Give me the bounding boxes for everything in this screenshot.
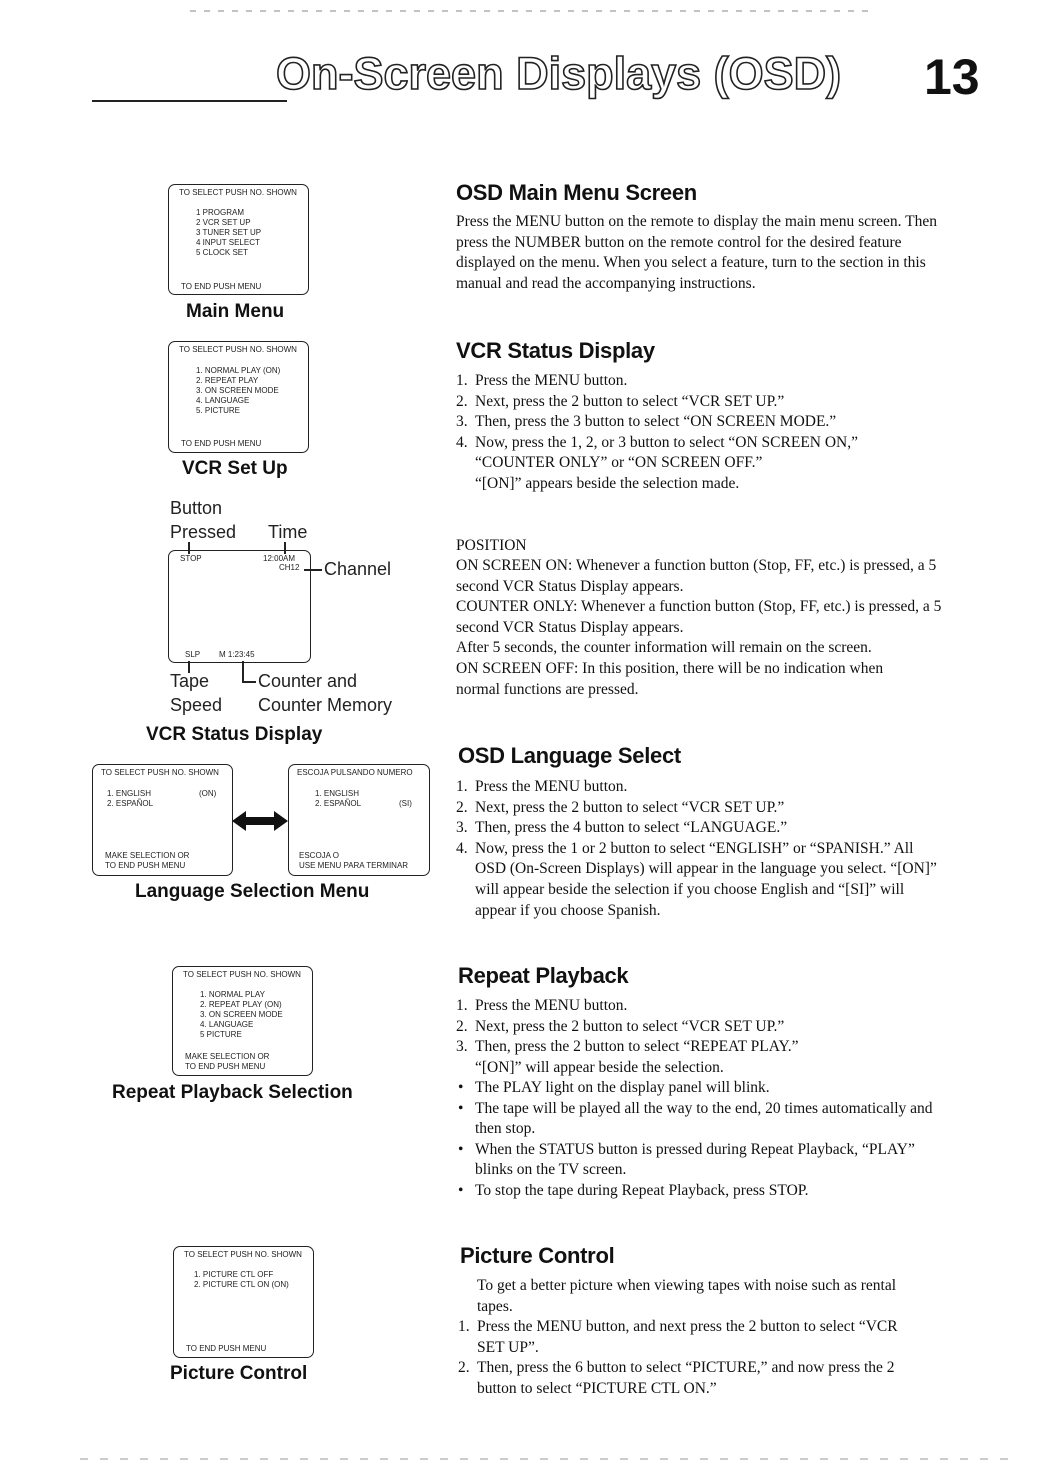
- list-item: 1. ENGLISH: [107, 789, 152, 798]
- list-item: 2. ESPAÑOL: [315, 799, 362, 808]
- label-tape: Tape: [170, 671, 210, 691]
- label-button: Button: [170, 498, 223, 518]
- repeat-caption: Repeat Playback Selection: [112, 1082, 353, 1103]
- pointer-line: [242, 661, 244, 682]
- list-item: 1. PICTURE CTL OFF: [194, 1270, 274, 1279]
- list-item: 3. Then, press the 4 button to select “LANGUAGE.”: [456, 819, 788, 837]
- page-title: On-Screen Displays (OSD): [276, 48, 842, 99]
- osd-language-steps: [456, 777, 951, 921]
- scan-artifact-bottom: [80, 1458, 1020, 1460]
- vcr-status-screen: [168, 550, 311, 663]
- list-item: 3 TUNER SET UP: [196, 228, 262, 237]
- screen-top-line: TO SELECT PUSH NO. SHOWN: [183, 970, 301, 979]
- status-button-pressed: STOP: [180, 554, 202, 563]
- screen-bottom-line: TO END PUSH MENU: [181, 282, 262, 291]
- screen-bottom-line: ESCOJA O: [299, 851, 340, 860]
- picture-control-screen: [173, 1246, 314, 1358]
- paragraph: ON SCREEN ON: Whenever a function button (Stop, FF, etc.) is pressed, a 5 second VCR Status Display appears.: [456, 557, 937, 595]
- pointer-line: [304, 569, 322, 571]
- list-item: 5 CLOCK SET: [196, 248, 249, 257]
- selected-marker: (ON): [199, 789, 217, 798]
- repeat-playback-screen: [172, 966, 313, 1076]
- main-menu-caption: Main Menu: [186, 301, 285, 322]
- list-item: • To stop the tape during Repeat Playback, press STOP.: [456, 1181, 951, 1202]
- list-item: 1. NORMAL PLAY: [200, 990, 265, 999]
- vcr-setup-screen: [168, 341, 309, 453]
- language-english-screen: [92, 764, 233, 876]
- list-item: 2. Next, press the 2 button to select “VCR SET UP.”: [456, 392, 785, 410]
- list-item: 1. Press the MENU button.: [456, 372, 628, 389]
- vcr-status-caption: VCR Status Display: [146, 724, 323, 745]
- screen-bottom-line: TO END PUSH MENU: [181, 439, 262, 448]
- screen-bottom-line: TO END PUSH MENU: [185, 1062, 266, 1071]
- main-menu-screen: [168, 184, 309, 295]
- list-item: 2. REPEAT PLAY: [196, 376, 259, 385]
- picture-intro: To get a better picture when viewing tapes with noise such as rental tapes.: [477, 1277, 897, 1315]
- list-item: 2 VCR SET UP: [196, 218, 251, 227]
- list-item: 4. LANGUAGE: [196, 396, 250, 405]
- menu-list: [196, 208, 261, 258]
- vcr-status-steps: [456, 371, 926, 474]
- pointer-line: [242, 681, 256, 683]
- list-item: 2. Next, press the 2 button to select “VCR SET UP.”: [456, 798, 785, 816]
- vcr-status-note: “[ON]” appears beside the selection made.: [475, 475, 740, 492]
- status-tape-speed: SLP: [185, 650, 201, 659]
- screen-bottom-line: MAKE SELECTION OR: [105, 851, 190, 860]
- list-item: 4. Now, press the 1 or 2 button to select “ENGLISH” or “SPANISH.” All OSD (On-Screen Displays) will appear in the language you select. “[ON]” will appear beside the selection if you choose English and “[SI]” will appear if you choose Spanish.: [456, 839, 937, 919]
- screen-top-line: ESCOJA PULSANDO NUMERO: [297, 768, 413, 777]
- language-spanish-screen: [288, 764, 430, 876]
- list-item: 1. Press the MENU button.: [456, 997, 628, 1014]
- label-channel: Channel: [324, 559, 392, 579]
- repeat-heading: Repeat Playback: [458, 963, 629, 988]
- list-item: 3. ON SCREEN MODE: [200, 1010, 283, 1019]
- list-item: 2. PICTURE CTL ON (ON): [194, 1280, 289, 1289]
- label-counter: Counter and: [258, 671, 358, 691]
- repeat-bullets: [456, 1078, 951, 1202]
- list-item: 1. ENGLISH: [315, 789, 360, 798]
- list-item: 5 PICTURE: [200, 1030, 242, 1039]
- osd-main-body: [456, 212, 946, 294]
- paragraph: After 5 seconds, the counter information will remain on the screen.: [456, 639, 872, 657]
- picture-heading: Picture Control: [460, 1243, 615, 1268]
- menu-list: [200, 990, 283, 1040]
- paragraph: COUNTER ONLY: Whenever a function button (Stop, FF, etc.) is pressed, a 5 second VCR Status Display appears.: [456, 598, 942, 636]
- repeat-note: “[ON]” will appear beside the selection.: [475, 1059, 724, 1076]
- list-item: 1. Press the MENU button.: [456, 778, 628, 795]
- label-time: Time: [268, 522, 308, 542]
- list-item: 5. PICTURE: [196, 406, 241, 415]
- repeat-steps: [456, 996, 951, 1058]
- status-channel: CH12: [279, 563, 300, 572]
- list-item: • The PLAY light on the display panel will blink.: [456, 1078, 951, 1099]
- position-title: POSITION: [456, 537, 527, 554]
- screen-top-line: TO SELECT PUSH NO. SHOWN: [101, 768, 219, 777]
- language-caption: Language Selection Menu: [135, 881, 370, 902]
- header-rule: [92, 100, 287, 102]
- list-item: 3. ON SCREEN MODE: [196, 386, 279, 395]
- status-time: 12:00AM: [263, 554, 296, 563]
- label-counter-memory: Counter Memory: [258, 695, 393, 715]
- list-item: 2. Then, press the 6 button to select “PICTURE,” and now press the 2 button to select “PICTURE CTL ON.”: [458, 1359, 895, 1397]
- page-number: 13: [924, 49, 980, 105]
- osd-main-heading: OSD Main Menu Screen: [456, 180, 697, 205]
- list-item: 1 PROGRAM: [196, 208, 245, 217]
- list-item: 3. Then, press the 2 button to select “REPEAT PLAY.”: [456, 1038, 799, 1056]
- menu-list: [196, 366, 280, 416]
- screen-bottom-line: TO END PUSH MENU: [186, 1344, 267, 1353]
- position-body: [456, 556, 961, 700]
- paragraph: ON SCREEN OFF: In this position, there will be no indication when normal functions are pressed.: [456, 659, 884, 698]
- scan-artifact-top: [190, 10, 870, 12]
- list-item: 4. Now, press the 1, 2, or 3 button to select “ON SCREEN ON,” “COUNTER ONLY” or “ON SCREEN OFF.”: [456, 433, 858, 472]
- status-counter: M 1:23:45: [219, 650, 255, 659]
- paragraph: Press the MENU button on the remote to display the main menu screen. Then press the NUMBER button on the remote control for the desired feature displayed on the menu. When you select a feature, turn to the section in this manual and read the accompanying instructions.: [456, 213, 937, 292]
- selected-marker: (SI): [399, 799, 412, 808]
- list-item: 1. Press the MENU button, and next press the 2 button to select “VCR SET UP”.: [458, 1318, 898, 1356]
- screen-bottom-line: TO END PUSH MENU: [105, 861, 186, 870]
- list-item: 1. NORMAL PLAY (ON): [196, 366, 281, 375]
- list-item: 2. ESPAÑOL: [107, 799, 154, 808]
- list-item: • When the STATUS button is pressed during Repeat Playback, “PLAY” blinks on the TV screen.: [456, 1140, 951, 1181]
- list-item: 2. Next, press the 2 button to select “VCR SET UP.”: [456, 1017, 785, 1035]
- screen-top-line: TO SELECT PUSH NO. SHOWN: [184, 1250, 302, 1259]
- screen-top-line: TO SELECT PUSH NO. SHOWN: [179, 345, 297, 354]
- vcr-setup-caption: VCR Set Up: [182, 458, 288, 479]
- screen-bottom-line: USE MENU PARA TERMINAR: [299, 861, 409, 870]
- vcr-status-heading: VCR Status Display: [456, 338, 655, 363]
- osd-language-heading: OSD Language Select: [458, 743, 681, 768]
- double-arrow-icon: [232, 808, 288, 834]
- list-item: 4 INPUT SELECT: [196, 238, 260, 247]
- menu-list: [194, 1270, 289, 1290]
- label-speed: Speed: [170, 695, 223, 715]
- list-item: 4. LANGUAGE: [200, 1020, 254, 1029]
- screen-bottom-line: MAKE SELECTION OR: [185, 1052, 270, 1061]
- label-pressed: Pressed: [170, 522, 237, 542]
- picture-steps: [458, 1317, 928, 1399]
- screen-top-line: TO SELECT PUSH NO. SHOWN: [179, 188, 297, 197]
- list-item: 2. REPEAT PLAY (ON): [200, 1000, 282, 1009]
- list-item: 3. Then, press the 3 button to select “ON SCREEN MODE.”: [456, 413, 837, 431]
- picture-caption: Picture Control: [170, 1363, 308, 1384]
- list-item: • The tape will be played all the way to the end, 20 times automatically and then stop.: [456, 1099, 955, 1140]
